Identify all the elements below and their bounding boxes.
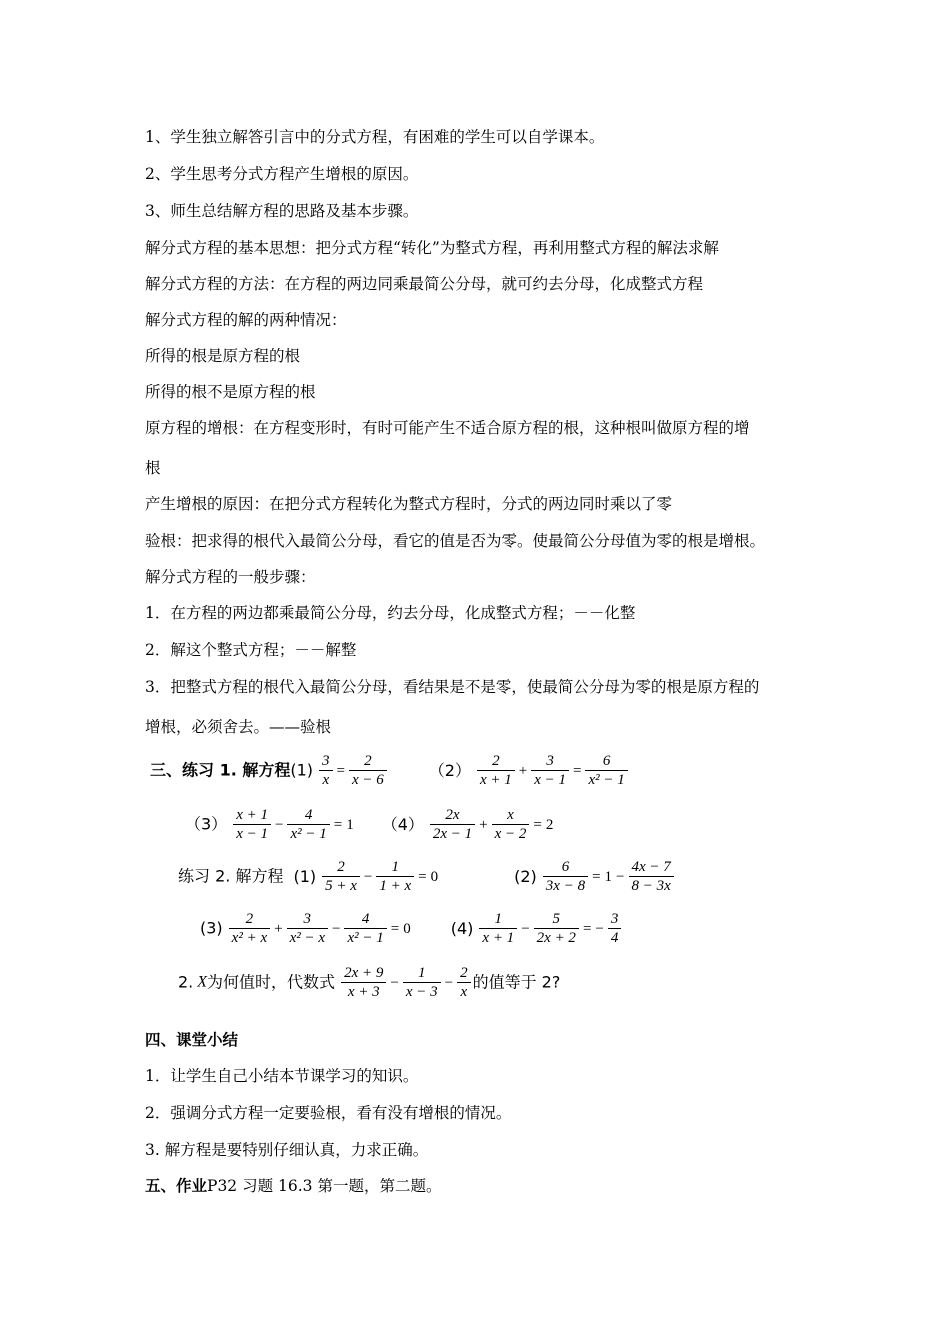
homework-text: P32 习题 16.3 第一题，第二题。 <box>207 1177 442 1195</box>
problem-number: (4) <box>450 918 474 938</box>
fraction: $\frac{5}{2x + 2}$ <box>534 910 579 947</box>
exercise-1-label: 三、练习 1. 解方程 <box>150 760 291 780</box>
exercise-row-3: 练习 2. 解方程 (1) $\frac{2}{5 + x}$ − $\frac{1}{1 + x}$ = 0 (2) $\frac{6}{3x - 8}$ = 1 − $\frac{4x - 7}{8 - 3x}$ <box>178 858 676 895</box>
fraction: $\frac{2x}{2x - 1}$ <box>430 806 475 843</box>
fraction: $\frac{4}{\text{x² − 1}}$ <box>344 910 386 947</box>
text-line: 原方程的增根：在方程变形时，有时可能产生不适合原方程的根，这种根叫做原方程的增 <box>145 419 750 437</box>
homework-line <box>145 1176 441 1196</box>
fraction: $\frac{2x + 9}{x + 3}$ <box>341 964 386 1001</box>
text-line: 2、学生思考分式方程产生增根的原因。 <box>145 165 419 183</box>
problem-number: （4） <box>381 814 424 834</box>
text-line: 3．把整式方程的根代入最简公分母，看结果是不是零，使最简公分母为零的根是原方程的 <box>145 678 760 696</box>
problem-number: （2） <box>428 760 471 780</box>
section-heading-homework: 五、作业 <box>145 1177 208 1195</box>
section-heading-summary: 四、课堂小结 <box>145 1031 239 1049</box>
fraction: $\frac{1}{x + 1}$ <box>479 910 517 947</box>
exercise-row-2: （3） $\frac{x + 1}{x - 1}$ − $\frac{4}{\text{x² − 1}}$ = 1 （4） $\frac{2x}{2x - 1}$ + $\frac{x}{x - 2}$ = 2 <box>185 807 554 842</box>
problem-number: (1) <box>293 866 317 886</box>
text-line: 2．强调分式方程一定要验根，看有没有增根的情况。 <box>145 1104 512 1122</box>
variable: X <box>197 973 208 991</box>
fraction: $\frac{6}{\text{x² − 1}}$ <box>585 752 627 789</box>
text-line: 3. 解方程是要特别仔细认真，力求正确。 <box>145 1141 429 1159</box>
text-line: 1、学生独立解答引言中的分式方程，有困难的学生可以自学课本。 <box>145 128 605 146</box>
text-line: 2．解这个整式方程；－－解整 <box>145 641 357 659</box>
fraction: $\frac{1}{1 + x}$ <box>376 858 414 895</box>
fraction: $\frac{1}{x - 3}$ <box>403 964 441 1001</box>
exercise-row-1: 三、练习 1. 解方程(1) $\frac{3}{x}$ = $\frac{2}{x - 6}$ （2） $\frac{2}{x + 1}$ + $\frac{3}{x - 1}$ = $\frac{6}{\text{x² − 1}}$ <box>150 752 630 789</box>
problem-number: (1) <box>290 760 314 780</box>
fraction: $\frac{2}{x - 6}$ <box>349 752 387 789</box>
question-text: 为何值时，代数式 <box>207 972 336 992</box>
text-line: 解分式方程的方法：在方程的两边同乘最简公分母，就可约去分母，化成整式方程 <box>145 275 704 293</box>
text-line: 1．在方程的两边都乘最简公分母，约去分母，化成整式方程；－－化整 <box>145 604 636 622</box>
text-line: 解分式方程的基本思想：把分式方程“转化”为整式方程，再利用整式方程的解法求解 <box>145 239 719 257</box>
fraction: $\frac{3}{\text{x² − x}}$ <box>287 910 328 947</box>
problem-number: 2. <box>178 972 194 992</box>
exercise-row-4: (3) $\frac{2}{\text{x² + x}}$ + $\frac{3}{\text{x² − x}}$ − $\frac{4}{\text{x² − 1}}$ = 0 (4) $\frac{1}{x + 1}$ − $\frac{5}{2x + 2}$ = − $\frac{3}{4}$ <box>200 910 623 947</box>
fraction: $\frac{x}{x - 2}$ <box>492 806 530 843</box>
text-line: 3、师生总结解方程的思路及基本步骤。 <box>145 202 419 220</box>
exercise-row-5: 2. X为何值时，代数式 $\frac{2x + 9}{x + 3}$ − $\frac{1}{x - 3}$ − $\frac{2}{x}$ 的值等于 2? <box>178 965 561 1000</box>
fraction: $\frac{2}{x}$ <box>457 964 471 1001</box>
problem-number: (3) <box>200 918 223 938</box>
text-line: 解分式方程的一般步骤： <box>145 568 316 586</box>
fraction: $\frac{4x - 7}{8 - 3x}$ <box>629 858 674 895</box>
text-line: 所得的根是原方程的根 <box>145 347 301 365</box>
fraction: $\frac{3}{4}$ <box>608 910 622 947</box>
fraction: $\frac{x + 1}{x - 1}$ <box>233 806 271 843</box>
text-line: 所得的根不是原方程的根 <box>145 383 316 401</box>
fraction: $\frac{2}{\text{x² + x}}$ <box>229 910 270 947</box>
fraction: $\frac{3}{x}$ <box>319 752 333 789</box>
text-line: 增根，必须舍去。——验根 <box>145 718 332 736</box>
fraction: $\frac{4}{\text{x² − 1}}$ <box>287 806 329 843</box>
text-line: 解分式方程的解的两种情况： <box>145 311 347 329</box>
text-line: 1．让学生自己小结本节课学习的知识。 <box>145 1067 419 1085</box>
fraction: $\frac{2}{x + 1}$ <box>477 752 515 789</box>
problem-number: （3） <box>185 814 228 834</box>
fraction: $\frac{2}{5 + x}$ <box>322 858 360 895</box>
problem-number: (2) <box>514 866 537 886</box>
text-line: 产生增根的原因：在把分式方程转化为整式方程时，分式的两边同时乘以了零 <box>145 495 673 513</box>
text-line: 验根：把求得的根代入最简公分母，看它的值是否为零。使最简公分母值为零的根是增根。 <box>145 532 766 550</box>
fraction: $\frac{6}{3x - 8}$ <box>543 858 588 895</box>
fraction: $\frac{3}{x - 1}$ <box>531 752 569 789</box>
exercise-2-label: 练习 2. 解方程 <box>178 866 284 886</box>
text-line: 根 <box>145 459 161 477</box>
question-text: 的值等于 2? <box>472 972 561 992</box>
